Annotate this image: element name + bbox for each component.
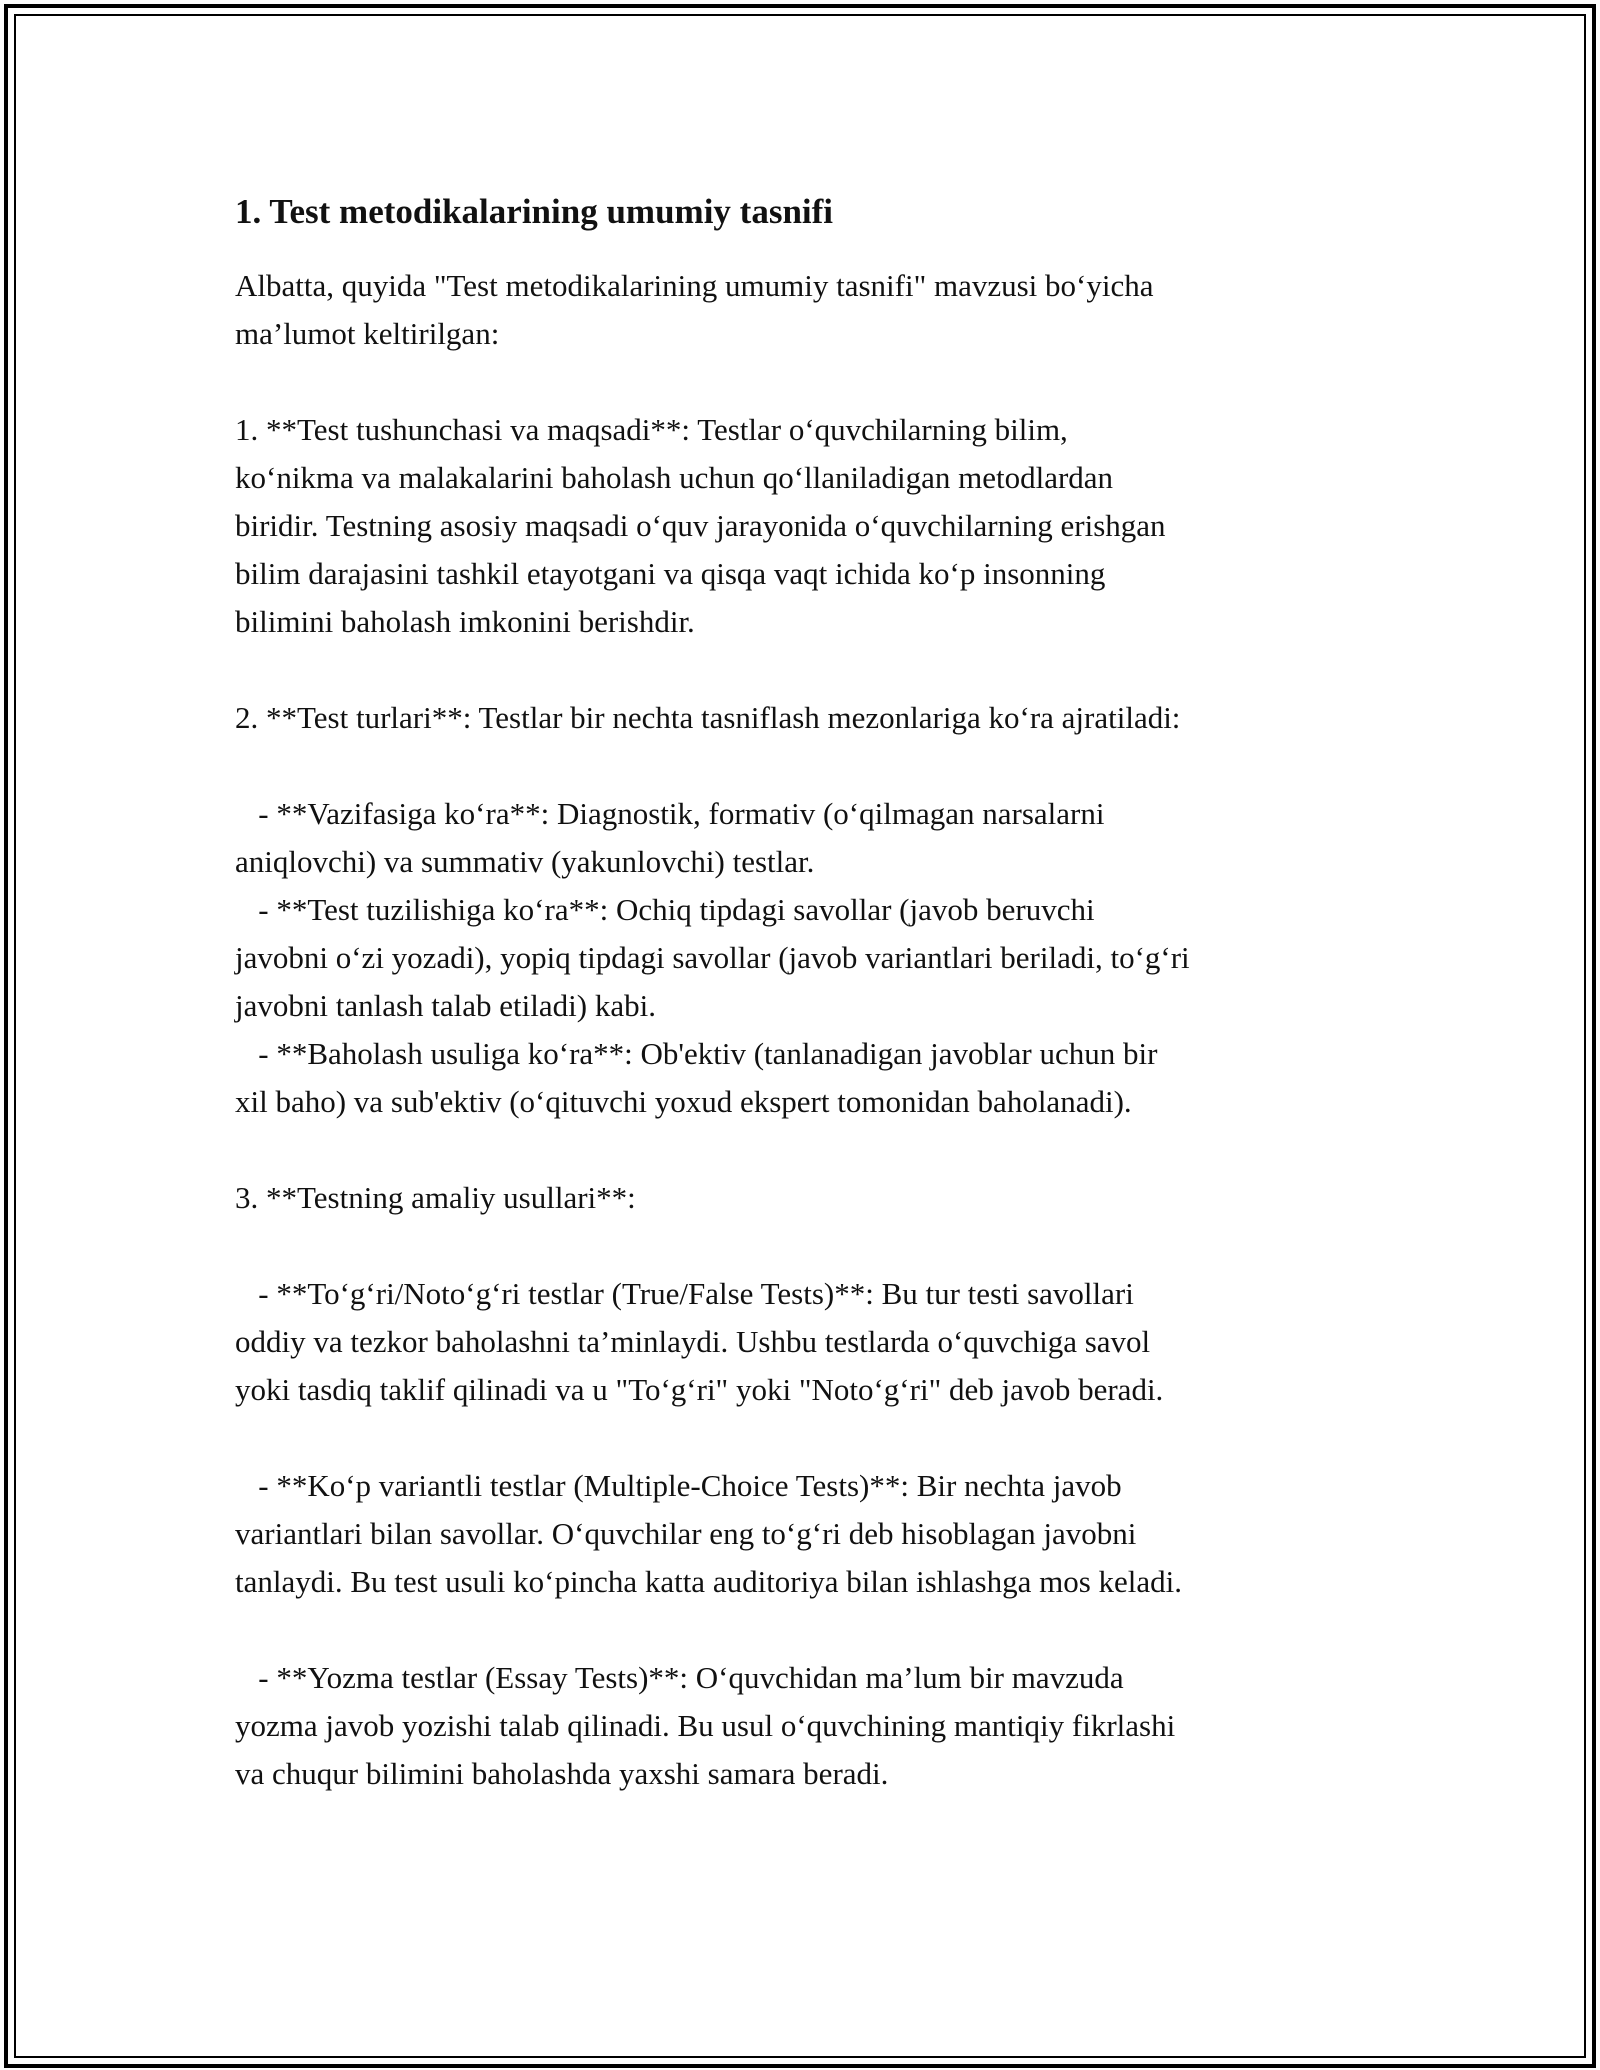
- section-2-heading: 2. **Test turlari**: Testlar bir nechta tasniflash mezonlariga ko‘ra ajratiladi:: [235, 700, 1181, 735]
- intro-paragraph: Albatta, quyida "Test metodikalarining umumiy tasnifi" mavzusi bo‘yicha ma’lumot keltirilgan:: [235, 268, 1154, 351]
- spacer: [235, 358, 1375, 406]
- document-body: [235, 188, 1375, 1798]
- document-title: 1. Test metodikalarining umumiy tasnifi: [235, 192, 834, 231]
- section-3-heading: 3. **Testning amaliy usullari**:: [235, 1180, 636, 1215]
- spacer: [235, 1222, 1375, 1270]
- spacer: [235, 1414, 1375, 1462]
- spacer: [235, 1606, 1375, 1654]
- spacer: [235, 646, 1375, 694]
- section-3-item: - **To‘g‘ri/Noto‘g‘ri testlar (True/False Tests)**: Bu tur testi savollari oddiy va tezkor baholashni ta’minlaydi. Ushbu testlarda o‘quvchiga savol yoki tasdiq taklif qilinadi va u "To‘g‘ri" yoki "Noto‘g‘ri" deb javob beradi.: [235, 1276, 1164, 1407]
- section-1-paragraph: 1. **Test tushunchasi va maqsadi**: Testlar o‘quvchilarning bilim, ko‘nikma va malakalarini baholash uchun qo‘llaniladigan metodlardan biridir. Testning asosiy maqsadi o‘quv jarayonida o‘quvchilarning erishgan bilim darajasini tashkil etayotgani va qisqa vaqt ichida ko‘p insonning bilimini baholash imkonini berishdir.: [235, 412, 1166, 639]
- section-3-item: - **Yozma testlar (Essay Tests)**: O‘quvchidan ma’lum bir mavzuda yozma javob yozishi talab qilinadi. Bu usul o‘quvchining mantiqiy fikrlashi va chuqur bilimini baholashda yaxshi samara beradi.: [235, 1660, 1176, 1791]
- section-2-bullet: - **Baholash usuliga ko‘ra**: Ob'ektiv (tanlanadigan javoblar uchun bir xil baho) va sub'ektiv (o‘qituvchi yoxud ekspert tomonidan baholanadi).: [235, 1036, 1158, 1119]
- section-2-bullet: - **Vazifasiga ko‘ra**: Diagnostik, formativ (o‘qilmagan narsalarni aniqlovchi) va summativ (yakunlovchi) testlar.: [235, 796, 1105, 879]
- spacer: [235, 1126, 1375, 1174]
- spacer: [235, 742, 1375, 790]
- section-2-bullet: - **Test tuzilishiga ko‘ra**: Ochiq tipdagi savollar (javob beruvchi javobni o‘zi yozadi), yopiq tipdagi savollar (javob variantlari beriladi, to‘g‘ri javobni tanlash talab etiladi) kabi.: [235, 892, 1190, 1023]
- section-3-item: - **Ko‘p variantli testlar (Multiple-Choice Tests)**: Bir nechta javob variantlari bilan savollar. O‘quvchilar eng to‘g‘ri deb hisoblagan javobni tanlaydi. Bu test usuli ko‘pincha katta auditoriya bilan ishlashga mos keladi.: [235, 1468, 1183, 1599]
